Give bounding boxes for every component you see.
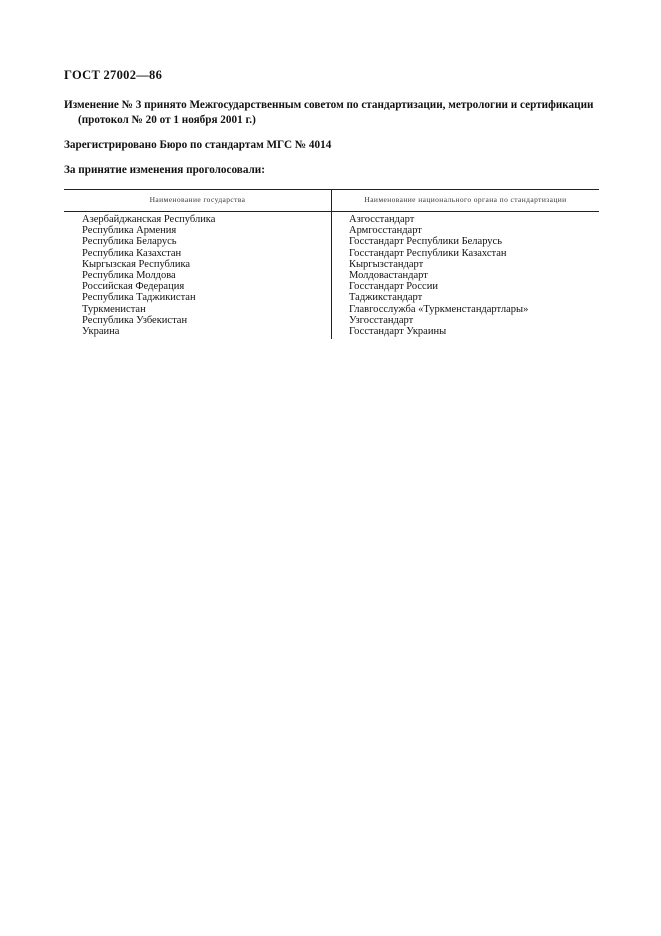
change-notice [64,98,604,128]
state-item: Республика Беларусь [82,236,177,248]
voted-heading: За принятие изменения проголосовали: [64,164,265,176]
state-item: Азербайджанская Республика [82,214,216,225]
state-item: Республика Узбекистан [82,314,188,326]
body-item: Госстандарт Украины [349,326,447,338]
body-item: Армгосстандарт [349,225,422,237]
change-notice-line2: (протокол № 20 от 1 ноября 2001 г.) [78,114,256,126]
state-item: Украина [82,326,120,338]
body-item: Главгосслужба «Туркменстандартлары» [349,303,529,315]
state-item: Российская Федерация [82,281,185,293]
state-item: Республика Казахстан [82,247,182,259]
state-list [82,214,215,337]
body-item: Молдовастандарт [349,270,428,282]
body-item: Таджикстандарт [349,292,423,304]
registration-note: Зарегистрировано Бюро по стандартам МГС № 4014 [64,139,332,151]
body-item: Госстандарт Республики Казахстан [349,247,507,259]
column-header-body: Наименование национального органа по стандартизации [364,195,567,204]
column-header-state: Наименование государства [149,195,246,204]
state-item: Республика Молдова [82,270,176,282]
body-item: Узгосстандарт [349,314,414,326]
state-item: Кыргызская Республика [82,258,191,270]
table-column-divider [331,189,332,339]
change-notice-line1: Изменение № 3 принято Межгосударственным советом по стандартизации, метрологии и сертификации [64,99,594,111]
body-list [349,214,528,337]
body-item: Азгосстандарт [349,214,415,225]
body-item: Госстандарт Республики Беларусь [349,236,503,248]
state-item: Республика Таджикистан [82,292,196,304]
body-item: Госстандарт России [349,281,438,293]
state-item: Туркменистан [82,303,146,315]
state-item: Республика Армения [82,225,177,237]
document-header: ГОСТ 27002—86 [64,68,163,82]
body-item: Кыргызстандарт [349,258,424,270]
